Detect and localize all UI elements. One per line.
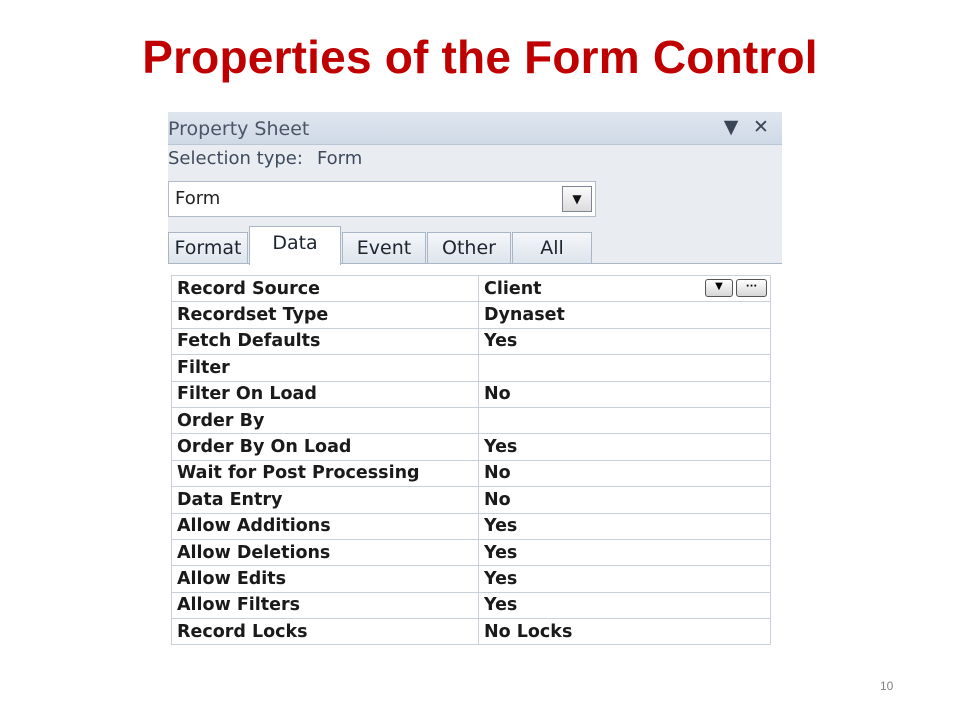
table-row[interactable] [172,381,771,407]
selection-type [168,148,362,169]
table-row[interactable] [172,407,771,433]
tab-other[interactable]: Other [427,232,511,264]
table-row[interactable] [172,592,771,618]
selection-type-value: Form [316,148,363,169]
page-number: 10 [880,679,894,693]
property-value[interactable]: No Locks [479,619,771,645]
table-row[interactable] [172,328,771,354]
record-source-dropdown-icon[interactable]: ▼ [705,279,733,297]
property-value[interactable] [479,355,771,381]
table-row[interactable] [172,460,771,486]
property-name: Filter [172,355,479,381]
property-grid [171,275,771,645]
dropdown-arrow-icon[interactable]: ▼ [562,186,592,212]
table-row[interactable] [172,539,771,565]
tab-event[interactable]: Event [342,232,426,264]
property-value[interactable]: Dynaset [479,302,771,328]
table-row[interactable] [172,619,771,645]
property-name: Order By [172,407,479,433]
property-tabs [168,226,782,264]
property-value[interactable]: Yes [479,566,771,592]
table-row[interactable] [172,302,771,328]
property-value[interactable]: Yes [479,434,771,460]
property-name: Data Entry [172,487,479,513]
slide-title: Properties of the Form Control [142,31,818,83]
property-name: Allow Edits [172,566,479,592]
builder-button[interactable]: ··· [736,279,767,297]
close-icon[interactable]: ✕ [753,116,769,138]
property-value[interactable]: Yes [479,513,771,539]
property-value[interactable]: Yes [479,328,771,354]
data-tab-panel [168,263,782,657]
property-name: Filter On Load [172,381,479,407]
pane-menu-chevron-down-icon[interactable]: ▼ [723,116,739,138]
tab-format[interactable]: Format [168,232,248,264]
property-value[interactable]: No [479,487,771,513]
table-row[interactable] [172,434,771,460]
property-sheet-header [168,112,782,145]
table-row[interactable] [172,276,771,302]
tab-data[interactable]: Data [249,226,341,265]
property-name: Record Source [172,276,479,302]
selection-type-label: Selection type: [168,148,303,169]
property-name: Record Locks [172,619,479,645]
property-sheet-pane [168,112,782,656]
property-name: Allow Deletions [172,539,479,565]
property-name: Wait for Post Processing [172,460,479,486]
property-value[interactable]: Yes [479,539,771,565]
property-name: Fetch Defaults [172,328,479,354]
object-select-dropdown[interactable] [168,181,596,217]
property-sheet-title: Property Sheet [168,118,310,140]
table-row[interactable] [172,513,771,539]
property-value: Client [484,278,542,299]
tab-all[interactable]: All [512,232,592,264]
property-value[interactable]: No [479,381,771,407]
object-select-value: Form [175,188,221,209]
property-value[interactable] [479,407,771,433]
table-row[interactable] [172,355,771,381]
property-name: Allow Filters [172,592,479,618]
property-value[interactable]: No [479,460,771,486]
property-name: Order By On Load [172,434,479,460]
property-value-cell[interactable] [479,276,771,302]
table-row[interactable] [172,487,771,513]
property-name: Allow Additions [172,513,479,539]
property-value[interactable]: Yes [479,592,771,618]
property-name: Recordset Type [172,302,479,328]
table-row[interactable] [172,566,771,592]
